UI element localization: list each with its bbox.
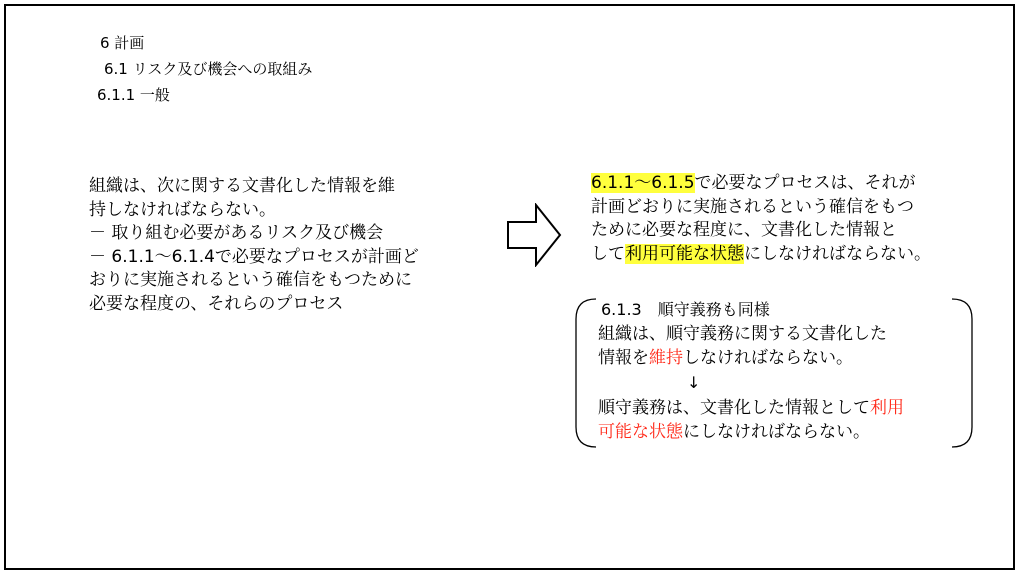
note-line	[598, 421, 904, 445]
down-arrow-icon: ↓	[687, 373, 701, 392]
left-line: 持しなければならない。	[89, 199, 276, 220]
right-line: 計画どおりに実施されるという確信をもつ	[591, 196, 914, 217]
right-line-text: して	[591, 243, 625, 264]
note-body	[598, 323, 887, 370]
note-bracket-left	[570, 297, 600, 449]
right-line: ために必要な程度に、文書化した情報と	[591, 220, 897, 240]
emphasis-text: 維持	[649, 347, 683, 368]
right-line-text: で必要なプロセスは、それが	[694, 173, 916, 193]
note-line	[598, 347, 887, 371]
right-paragraph	[591, 172, 931, 266]
note-line: 組織は、順守義務に関する文書化した	[598, 324, 887, 344]
note-text: にしなければならない。	[683, 421, 870, 442]
note-bracket-right	[948, 297, 978, 449]
right-line	[591, 172, 931, 196]
left-line: － 6.1.1～6.1.4で必要なプロセスが計画ど	[89, 246, 419, 267]
highlighted-phrase: 利用可能な状態	[625, 243, 744, 264]
emphasis-text: 可能な状態	[598, 421, 683, 442]
note-text: 順守義務は、文書化した情報として	[598, 398, 870, 418]
left-line: 必要な程度の、それらのプロセス	[89, 293, 344, 314]
section-heading-6-1-1: 6.1.1 一般	[97, 86, 170, 104]
section-heading-6-1: 6.1 リスク及び機会への取組み	[104, 60, 313, 78]
left-line: 組織は、次に関する文書化した情報を維	[89, 176, 395, 196]
note-text: しなければならない。	[683, 347, 853, 368]
right-line	[591, 243, 931, 267]
right-line-text: にしなければならない。	[744, 243, 931, 264]
note-line	[598, 397, 904, 421]
emphasis-text: 利用	[870, 398, 904, 418]
note-text: 情報を	[598, 347, 649, 368]
section-heading-6: 6 計画	[100, 34, 145, 52]
left-line: － 取り組む必要があるリスク及び機会	[89, 223, 384, 243]
highlighted-section-ref: 6.1.1～6.1.5	[591, 173, 695, 193]
note-body-lower	[598, 397, 904, 444]
left-line: おりに実施されるという確信をもつために	[89, 270, 412, 290]
note-title: 6.1.3 順守義務も同様	[601, 300, 770, 319]
right-arrow-icon	[506, 203, 562, 267]
left-paragraph	[89, 175, 419, 316]
